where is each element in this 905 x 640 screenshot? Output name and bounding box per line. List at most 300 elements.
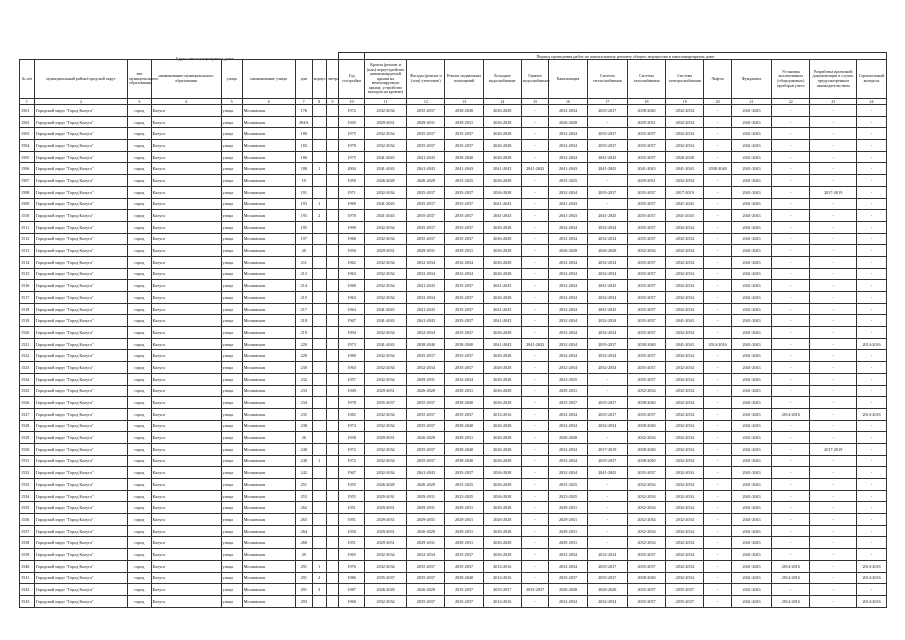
table-cell: 19 (295, 175, 312, 187)
table-cell: 1527 (20, 408, 35, 420)
table-cell: 2041-2043 (587, 280, 627, 292)
table-row (20, 245, 887, 257)
table-cell: 2029-2031 (364, 385, 406, 397)
table-cell: улица (221, 373, 242, 385)
table-cell: - (857, 479, 887, 491)
table-cell: город (128, 245, 151, 257)
table-cell: Московская (242, 303, 295, 315)
table-cell: 1974 (339, 420, 364, 432)
column-header: Фундамент (731, 60, 771, 99)
table-cell: 2017-2019 (810, 443, 857, 455)
table-cell: - (521, 525, 549, 537)
table-cell: 2041-2043 (364, 151, 406, 163)
table-cell: город (128, 467, 151, 479)
table-row (20, 514, 887, 526)
table-cell: 2014-2016 (483, 572, 521, 584)
table-cell: 2035-2037 (407, 397, 445, 409)
table-cell: - (772, 525, 810, 537)
table-cell: 2032-2034 (587, 292, 627, 304)
table-cell: 2026-2028 (483, 490, 521, 502)
table-row (20, 151, 887, 163)
table-cell: 2029-2031 (364, 502, 406, 514)
table-cell: - (587, 175, 627, 187)
table-cell: улица (221, 268, 242, 280)
table-cell: 1973 (339, 338, 364, 350)
table-cell: - (810, 128, 857, 140)
table-cell: - (772, 443, 810, 455)
table-cell: 2029-2031 (407, 245, 445, 257)
table-cell: Городской округ "Город Калуга" (34, 490, 127, 502)
capital-repair-table (19, 52, 887, 608)
table-cell: - (857, 327, 887, 339)
table-cell: 2026-2028 (483, 128, 521, 140)
table-cell: Московская (242, 560, 295, 572)
table-cell: - (810, 163, 857, 175)
table-cell: 2032-2034 (666, 175, 704, 187)
table-cell (312, 362, 326, 374)
table-cell: - (521, 105, 549, 117)
table-cell: 2032-2034 (666, 525, 704, 537)
table-cell: Городской округ "Город Калуга" (34, 140, 127, 152)
table-cell: 2035-2037 (627, 315, 665, 327)
table-cell: 2026-2028 (483, 479, 521, 491)
table-cell: 2035-2037 (407, 595, 445, 607)
table-cell: 2035-2037 (445, 128, 483, 140)
table-cell: 2032-2034 (666, 280, 704, 292)
table-cell: Московская (242, 292, 295, 304)
table-cell: город (128, 292, 151, 304)
table-cell: 2026-2028 (364, 175, 406, 187)
table-cell: 2035-2037 (587, 140, 627, 152)
table-cell: - (521, 490, 549, 502)
table-cell: 2029-2031 (364, 514, 406, 526)
table-cell: - (810, 105, 857, 117)
table-cell: - (772, 420, 810, 432)
table-cell: 2032-2034 (364, 268, 406, 280)
table-cell: Калуга (151, 572, 221, 584)
column-header: Система теплоснабжения (587, 60, 627, 99)
table-cell: 1963 (339, 268, 364, 280)
table-cell (312, 479, 326, 491)
table-cell: - (704, 525, 732, 537)
table-cell: 2029-2031 (445, 385, 483, 397)
table-cell: 2032-2034 (549, 186, 587, 198)
table-cell: 2032-2034 (549, 292, 587, 304)
table-cell: 2032-2034 (364, 420, 406, 432)
table-cell: 2017-2019 (666, 186, 704, 198)
table-body (20, 105, 887, 608)
table-cell: 2041-2043 (731, 362, 771, 374)
table-cell: 2035-2037 (627, 327, 665, 339)
table-cell: 2032-2034 (549, 327, 587, 339)
table-row (20, 233, 887, 245)
table-row (20, 455, 887, 467)
table-cell: - (810, 303, 857, 315)
table-cell: 2026-2028 (483, 350, 521, 362)
table-cell: - (857, 116, 887, 128)
table-row (20, 560, 887, 572)
table-cell: 2032-2034 (627, 490, 665, 502)
column-number: 7 (295, 99, 312, 105)
table-cell: 2041-2043 (731, 198, 771, 210)
table-cell: 2032-2034 (549, 233, 587, 245)
table-cell: 2035-2037 (627, 233, 665, 245)
table-cell: 1535 (20, 502, 35, 514)
table-cell: 2026-2028 (483, 221, 521, 233)
table-cell: - (521, 479, 549, 491)
table-cell (326, 443, 339, 455)
table-cell: 2032-2034 (549, 595, 587, 607)
table-cell: Московская (242, 549, 295, 561)
table-row (20, 584, 887, 596)
column-header: Строительный контроль (857, 60, 887, 99)
table-cell: 2014-2016 (772, 408, 810, 420)
table-cell: - (810, 338, 857, 350)
table-cell: - (772, 490, 810, 502)
table-cell: 2035-2037 (587, 572, 627, 584)
column-number: 21 (731, 99, 771, 105)
table-cell: 2041-2043 (731, 303, 771, 315)
table-cell: Московская (242, 140, 295, 152)
table-cell: - (810, 502, 857, 514)
table-cell: - (772, 537, 810, 549)
address-group-caption: Адрес многоквартирного дома (175, 56, 234, 61)
table-cell: 1972 (339, 105, 364, 117)
table-cell: - (704, 443, 732, 455)
table-cell: 197 (295, 233, 312, 245)
table-cell (326, 163, 339, 175)
table-cell (326, 245, 339, 257)
table-cell: 2032-2034 (587, 327, 627, 339)
table-cell: Городской округ "Город Калуга" (34, 362, 127, 374)
table-cell (326, 455, 339, 467)
table-cell: 2041-2043 (731, 490, 771, 502)
table-cell: 2041-2043 (731, 315, 771, 327)
table-cell: 2029-2031 (445, 432, 483, 444)
header-group-address (20, 53, 339, 60)
table-cell: 291 (295, 584, 312, 596)
table-cell: 242 (295, 467, 312, 479)
table-cell: 29 (295, 549, 312, 561)
table-cell: 228 (295, 350, 312, 362)
table-cell: 2041-2043 (627, 163, 665, 175)
table-cell: 2041-2043 (666, 198, 704, 210)
table-cell: - (521, 362, 549, 374)
table-cell: 264 (295, 525, 312, 537)
table-cell: Московская (242, 198, 295, 210)
table-cell: Калуга (151, 432, 221, 444)
table-cell: улица (221, 315, 242, 327)
table-cell: 1967 (339, 467, 364, 479)
table-cell (326, 502, 339, 514)
table-cell: 232 (295, 373, 312, 385)
table-cell: - (521, 537, 549, 549)
table-cell: Городской округ "Город Калуга" (34, 537, 127, 549)
table-row (20, 572, 887, 584)
table-cell: Калуга (151, 221, 221, 233)
table-cell: - (704, 280, 732, 292)
table-cell: - (857, 128, 887, 140)
table-cell: 2041-2043 (483, 210, 521, 222)
table-cell: Московская (242, 479, 295, 491)
table-cell: 2026-2028 (364, 584, 406, 596)
table-cell (326, 268, 339, 280)
table-cell: 2041-2043 (731, 338, 771, 350)
table-row (20, 198, 887, 210)
table-cell: Калуга (151, 584, 221, 596)
table-cell: - (772, 350, 810, 362)
table-cell (326, 186, 339, 198)
table-cell: улица (221, 233, 242, 245)
table-cell: город (128, 233, 151, 245)
table-cell: город (128, 595, 151, 607)
column-header: Ремонт подвальных помещений (445, 60, 483, 99)
table-cell: - (704, 292, 732, 304)
table-cell: 2032-2034 (549, 549, 587, 561)
table-cell: улица (221, 221, 242, 233)
table-row (20, 595, 887, 607)
table-cell: - (772, 233, 810, 245)
table-cell: - (772, 549, 810, 561)
table-cell: 2035-2037 (521, 584, 549, 596)
table-cell: 2029-2031 (407, 116, 445, 128)
table-cell: 2032-2034 (549, 128, 587, 140)
table-cell: 2032-2034 (666, 385, 704, 397)
table-cell: 2041-2043 (483, 163, 521, 175)
table-cell: 1537 (20, 525, 35, 537)
table-cell: - (772, 303, 810, 315)
table-cell: 2032-2034 (549, 256, 587, 268)
table-cell: 2041-2043 (731, 537, 771, 549)
table-cell: 2026-2028 (483, 151, 521, 163)
table-cell: 1967 (339, 315, 364, 327)
table-cell: - (772, 292, 810, 304)
table-cell: Московская (242, 362, 295, 374)
table-cell: 2035-2037 (627, 303, 665, 315)
table-cell: 1972 (339, 455, 364, 467)
table-cell: - (704, 584, 732, 596)
table-cell: - (857, 105, 887, 117)
table-cell: 2032-2034 (627, 479, 665, 491)
table-cell: 2041-2043 (731, 128, 771, 140)
table-cell: 2026-2028 (549, 432, 587, 444)
table-cell: 2032-2034 (587, 268, 627, 280)
table-cell: город (128, 572, 151, 584)
table-cell: 2041-2043 (731, 280, 771, 292)
table-cell: 2041-2043 (587, 467, 627, 479)
table-cell: 2041-2043 (731, 420, 771, 432)
table-cell: 2032-2034 (587, 233, 627, 245)
table-cell: Городской округ "Город Калуга" (34, 327, 127, 339)
table-row (20, 397, 887, 409)
table-cell: Городской округ "Город Калуга" (34, 245, 127, 257)
table-cell: Городской округ "Город Калуга" (34, 572, 127, 584)
table-cell: - (587, 525, 627, 537)
table-cell: - (772, 432, 810, 444)
table-row (20, 443, 887, 455)
table-cell: - (521, 128, 549, 140)
table-cell: 291 (295, 560, 312, 572)
column-number: 2 (34, 99, 127, 105)
table-cell: - (521, 595, 549, 607)
table-cell: - (810, 549, 857, 561)
table-cell (312, 420, 326, 432)
table-cell: 2032-2034 (549, 455, 587, 467)
table-cell: 2041-2043 (521, 338, 549, 350)
table-cell: 1975 (339, 128, 364, 140)
table-cell: 2032-2034 (549, 443, 587, 455)
table-cell: Городской округ "Город Калуга" (34, 350, 127, 362)
table-cell: 1536 (20, 514, 35, 526)
table-cell: - (810, 362, 857, 374)
table-cell: - (857, 584, 887, 596)
table-cell (326, 584, 339, 596)
table-cell: 2041-2043 (483, 280, 521, 292)
table-cell: 26 (295, 432, 312, 444)
table-cell: - (772, 280, 810, 292)
table-cell: - (521, 233, 549, 245)
table-cell: - (704, 210, 732, 222)
table-cell (312, 151, 326, 163)
table-cell: - (857, 385, 887, 397)
column-header: № п/п (20, 60, 35, 99)
table-cell: Московская (242, 408, 295, 420)
table-cell: 2032-2034 (666, 443, 704, 455)
table-cell: Московская (242, 280, 295, 292)
table-cell: Городской округ "Город Калуга" (34, 292, 127, 304)
table-cell: Московская (242, 315, 295, 327)
table-cell: 1990 (339, 221, 364, 233)
table-cell: - (772, 268, 810, 280)
table-row (20, 128, 887, 140)
table-cell: 1506 (20, 163, 35, 175)
table-cell: 2035-2037 (445, 140, 483, 152)
table-cell: Московская (242, 420, 295, 432)
table-cell: 2041-2043 (731, 210, 771, 222)
table-cell: 2029-2031 (445, 502, 483, 514)
table-cell: 2032-2034 (445, 373, 483, 385)
table-cell: 214 (295, 280, 312, 292)
table-cell: город (128, 210, 151, 222)
table-cell: 1534 (20, 490, 35, 502)
table-cell: 1530 (20, 443, 35, 455)
table-cell: Городской округ "Город Калуга" (34, 280, 127, 292)
table-cell: 1978 (339, 397, 364, 409)
table-cell: 1964 (339, 303, 364, 315)
table-cell: 2038-2040 (627, 572, 665, 584)
table-cell: 2041-2043 (731, 268, 771, 280)
table-cell (326, 315, 339, 327)
table-cell: - (521, 385, 549, 397)
table-cell: - (704, 245, 732, 257)
table-row (20, 490, 887, 502)
table-cell (312, 525, 326, 537)
table-cell: 1955 (339, 490, 364, 502)
table-cell: 2029-2031 (364, 490, 406, 502)
table-cell: 2032-2034 (666, 140, 704, 152)
table-cell: 2035-2037 (627, 350, 665, 362)
table-cell (312, 315, 326, 327)
table-cell: - (810, 327, 857, 339)
table-cell: улица (221, 432, 242, 444)
table-cell: - (810, 221, 857, 233)
table-cell: 2038-2040 (445, 443, 483, 455)
table-cell: 2032-2034 (666, 560, 704, 572)
table-cell: - (587, 373, 627, 385)
table-cell: 2041-2043 (364, 303, 406, 315)
table-cell: 2035-2037 (407, 105, 445, 117)
table-cell: - (704, 385, 732, 397)
table-row (20, 210, 887, 222)
table-cell: 2026-2028 (483, 186, 521, 198)
table-cell: 2041-2043 (587, 303, 627, 315)
column-number: 12 (407, 99, 445, 105)
table-cell: Калуга (151, 467, 221, 479)
table-cell: улица (221, 572, 242, 584)
table-cell: улица (221, 198, 242, 210)
column-header: корпус (312, 60, 326, 99)
table-cell: 1519 (20, 315, 35, 327)
table-cell: - (857, 373, 887, 385)
table-cell: Московская (242, 584, 295, 596)
table-cell: 2035-2037 (407, 443, 445, 455)
table-cell: 193 (295, 198, 312, 210)
table-cell: 2041-2043 (364, 338, 406, 350)
table-cell: - (587, 385, 627, 397)
table-cell: 2032-2034 (549, 420, 587, 432)
table-cell: 2032-2034 (364, 467, 406, 479)
table-cell: 2035-2037 (407, 233, 445, 245)
table-cell: 211 (295, 256, 312, 268)
table-cell: Городской округ "Город Калуга" (34, 233, 127, 245)
table-cell: 2041-2043 (407, 315, 445, 327)
table-cell (326, 140, 339, 152)
table-cell: 1507 (20, 175, 35, 187)
table-cell: 2035-2037 (407, 186, 445, 198)
table-cell: 2026-2028 (483, 116, 521, 128)
column-number: 1 (20, 99, 35, 105)
table-cell: 2035-2037 (445, 595, 483, 607)
table-cell: 2038-2040 (627, 420, 665, 432)
table-cell: 2023-2025 (445, 479, 483, 491)
table-cell: 2041-2043 (731, 175, 771, 187)
table-cell: Калуга (151, 163, 221, 175)
table-cell: - (772, 245, 810, 257)
table-cell (312, 350, 326, 362)
table-cell: - (772, 105, 810, 117)
table-cell: 2026-2028 (483, 292, 521, 304)
table-cell: - (587, 490, 627, 502)
table-cell: Калуга (151, 502, 221, 514)
table-cell: улица (221, 525, 242, 537)
table-cell: 2032-2034 (627, 537, 665, 549)
table-cell: 2038-2040 (445, 455, 483, 467)
table-cell: 2023-2025 (445, 490, 483, 502)
table-cell: 1965 (339, 549, 364, 561)
table-cell: город (128, 105, 151, 117)
table-cell: - (772, 175, 810, 187)
table-cell: 1958 (339, 432, 364, 444)
table-cell: Московская (242, 443, 295, 455)
table-cell: 2014-2016 (857, 560, 887, 572)
table-cell: Калуга (151, 210, 221, 222)
table-cell: - (704, 420, 732, 432)
table-cell: Городской округ "Город Калуга" (34, 443, 127, 455)
table-cell: город (128, 268, 151, 280)
table-row (20, 315, 887, 327)
column-header: наименование улицы (242, 60, 295, 99)
table-cell: 1543 (20, 595, 35, 607)
